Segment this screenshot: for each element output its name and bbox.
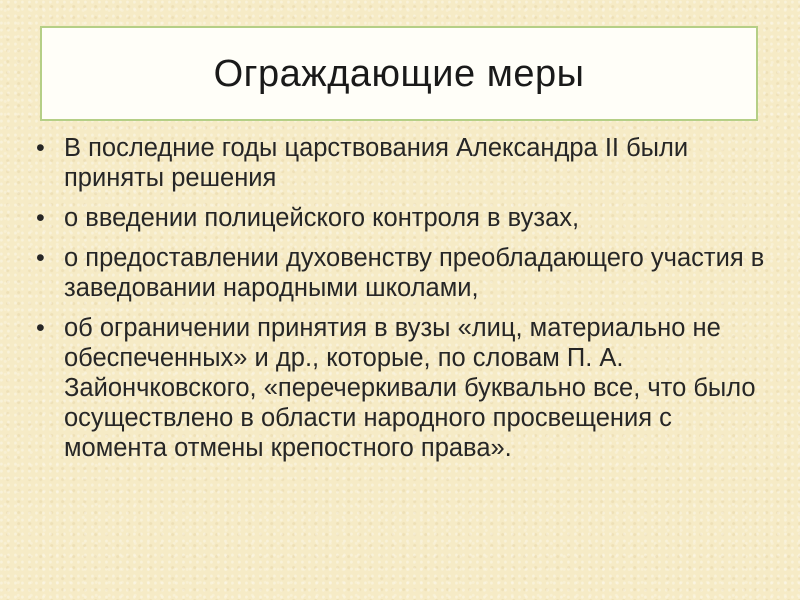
bullet-item-4 [32,313,772,463]
bullet-item-2 [32,203,772,233]
bullet-item-1 [32,133,772,193]
bullet-dot-icon: • [36,204,45,232]
bullet-text-2: о введении полицейского контроля в вузах, [64,204,580,232]
bullet-text-1: В последние годы царствования Александра II были приняты решения [64,134,689,192]
bullet-text-4: об ограничении принятия в вузы «лиц, материально не обеспеченных» и др., которые, по словам П. А. Зайончковского, «перечеркивали буквально все, что было осуществлено в области народного просвещения с момента отмены крепостного права». [64,314,756,462]
title-box [40,26,758,121]
bullet-dot-icon: • [36,314,45,342]
bullet-text-3: о предоставлении духовенству преобладающего участия в заведовании народными школами, [64,244,765,302]
bullet-dot-icon: • [36,134,45,162]
bullet-item-3 [32,243,772,303]
slide-title: Ограждающие меры [213,53,585,95]
bullet-list [32,133,772,473]
bullet-dot-icon: • [36,244,45,272]
